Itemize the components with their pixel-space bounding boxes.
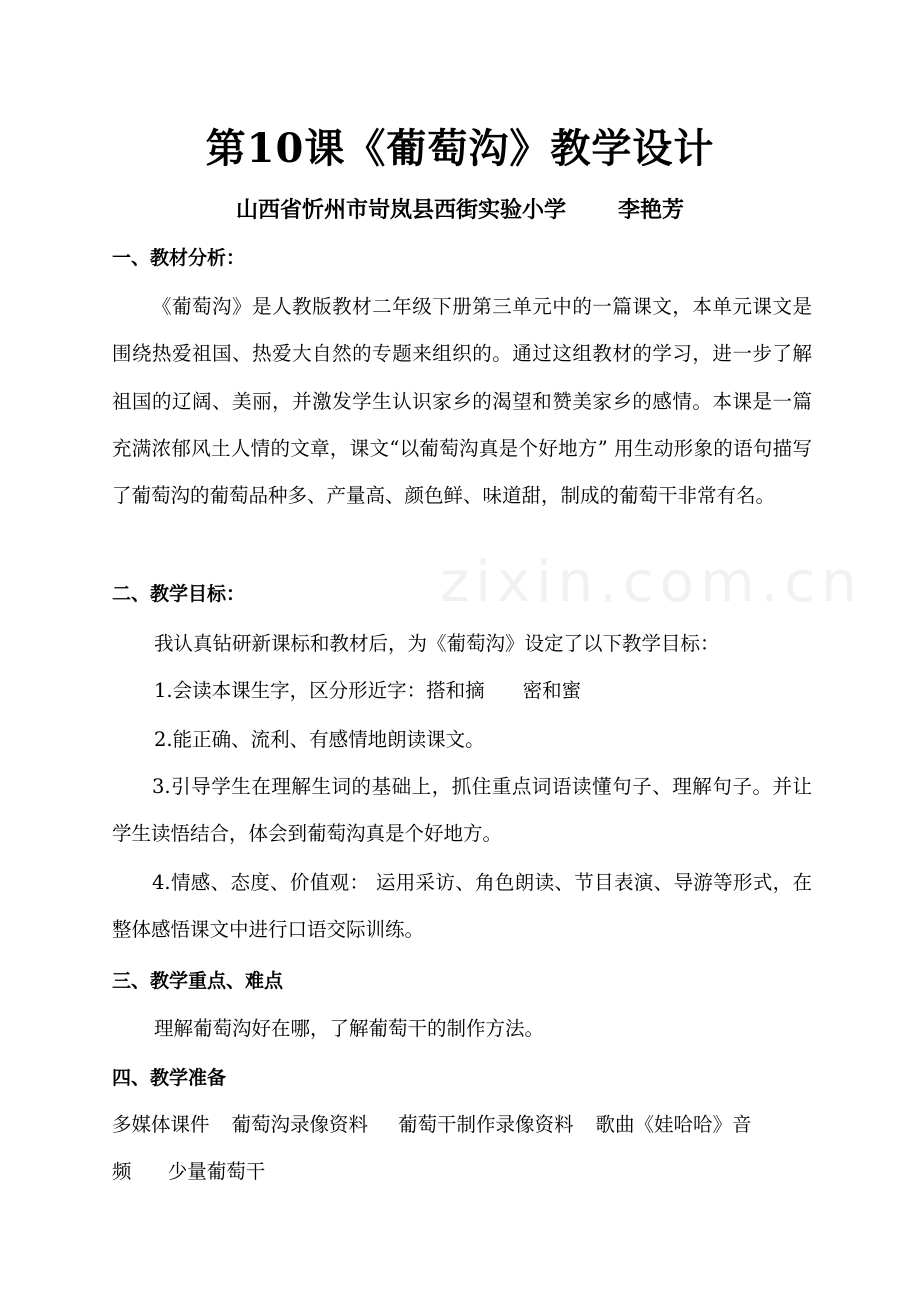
goal-3: 3.引导学生在理解生词的基础上，抓住重点词语读懂句子、理解句子。并让学生读悟结合，体会到葡萄沟真是个好地方。 <box>112 775 812 846</box>
page-title: 第10课《葡萄沟》教学设计 <box>205 125 715 172</box>
goal-4: 4.情感、态度、价值观： 运用采访、角色朗读、节目表演、导游等形式，在整体感悟课文中进行口语交际训练。 <box>112 871 812 942</box>
goal-2: 2.能正确、流利、有感情地朗读课文。 <box>154 728 485 751</box>
material-item: 少量葡萄干 <box>167 1160 266 1183</box>
school-name: 山西省忻州市岢岚县西街实验小学 <box>235 197 566 223</box>
material-item: 歌曲《娃哈哈》音 <box>595 1113 752 1136</box>
key-points: 理解葡萄沟好在哪，了解葡萄干的制作方法。 <box>154 1017 545 1040</box>
goal-1 <box>154 677 581 705</box>
author-line <box>0 194 920 226</box>
section-heading-4: 四、教学准备 <box>112 1067 227 1089</box>
section-1-paragraph: 《葡萄沟》是人教版教材二年级下册第三单元中的一篇课文，本单元课文是围绕热爱祖国、热爱大自然的专题来组织的。通过这组教材的学习，进一步了解祖国的辽阔、美丽，并激发学生认识家乡的渴望和赞美家乡的感情。本课是一篇充满浓郁风土人情的文章，课文“以葡萄沟真是个好地方” 用生动形象的语句描写了葡萄沟的葡萄品种多、产量高、颜色鲜、味道甜，制成的葡萄干非常有名。 <box>112 295 812 508</box>
materials-line-2 <box>112 1158 265 1186</box>
author-name: 李艳芳 <box>618 197 685 223</box>
section-heading-2: 二、教学目标： <box>112 583 246 605</box>
material-item: 葡萄沟录像资料 <box>231 1113 369 1136</box>
material-item-tail: 频 <box>112 1160 132 1183</box>
section-heading-1: 一、教材分析： <box>112 247 246 269</box>
material-item: 多媒体课件 <box>112 1113 210 1136</box>
goal-1-part-b: 密和蜜 <box>522 679 582 702</box>
material-item: 葡萄干制作录像资料 <box>398 1113 574 1136</box>
materials-line-1 <box>112 1111 752 1139</box>
watermark: zixin.com.cn <box>440 550 863 615</box>
section-heading-3: 三、教学重点、难点 <box>112 970 284 992</box>
goal-1-part-a: 1.会读本课生字，区分形近字：搭和摘 <box>154 679 485 702</box>
goals-intro: 我认真钻研新课标和教材后，为《葡萄沟》设定了以下教学目标： <box>154 632 720 655</box>
